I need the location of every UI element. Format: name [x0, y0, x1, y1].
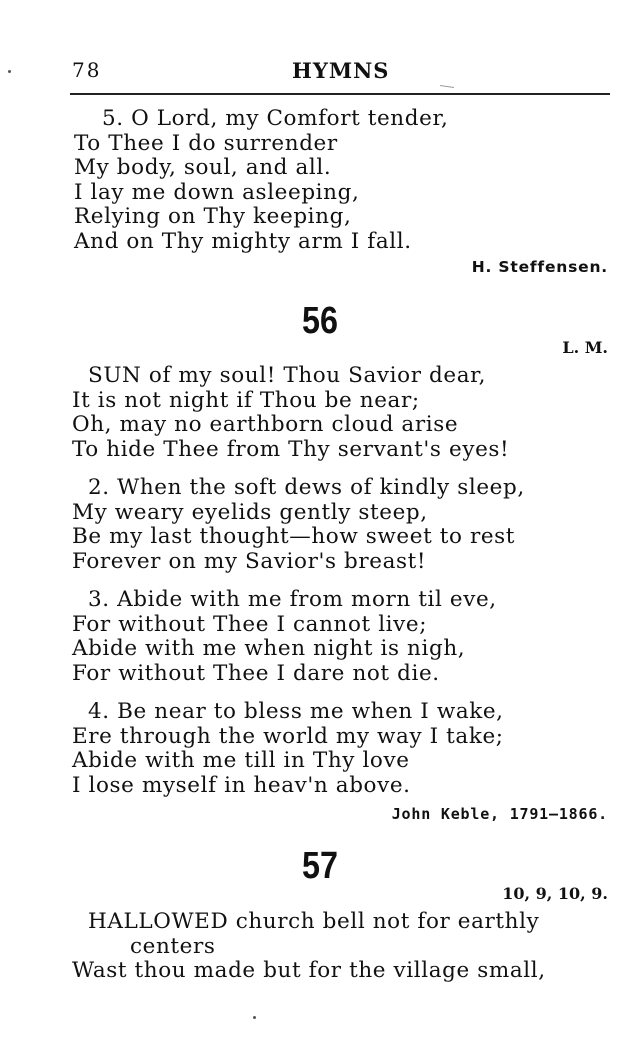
hymn-56-number: 56	[302, 300, 338, 342]
verse-line: Oh, may no earthborn cloud arise	[72, 412, 459, 438]
verse-line: Abide with me till in Thy love	[72, 748, 410, 774]
verse-line: 2. When the soft dews of kindly sleep,	[88, 475, 525, 500]
speck	[253, 1016, 256, 1019]
hymn-56-stanza-3	[72, 587, 497, 686]
verse-line: centers	[130, 933, 216, 959]
verse-line: To hide Thee from Thy servant's eyes!	[72, 436, 510, 462]
verse-line: 3. Abide with me from morn til eve,	[88, 587, 497, 612]
verse-line: My body, soul, and all.	[74, 155, 332, 181]
hymn-57-meter: 10, 9, 10, 9.	[502, 884, 608, 903]
verse-line: SUN of my soul! Thou Savior dear,	[88, 363, 487, 388]
verse-line: For without Thee I cannot live;	[72, 611, 428, 637]
verse-line: Abide with me when night is nigh,	[72, 636, 466, 662]
verse-line: 5. O Lord, my Comfort tender,	[102, 106, 449, 131]
verse-line: HALLOWED church bell not for earthly	[88, 909, 540, 934]
speck	[440, 85, 454, 88]
hymn-57-stanza-1	[72, 909, 546, 984]
verse-line: And on Thy mighty arm I fall.	[74, 228, 412, 254]
hymn-55-stanza-5	[74, 106, 449, 255]
running-title: HYMNS	[292, 58, 390, 83]
header-rule	[70, 93, 610, 95]
hymn-55-author: H. Steffensen.	[471, 258, 608, 276]
hymn-56-stanza-2	[72, 475, 525, 574]
hymn-56-meter: L. M.	[562, 338, 608, 357]
verse-line: I lose myself in heav'n above.	[72, 772, 411, 798]
verse-line: Forever on my Savior's breast!	[72, 548, 427, 574]
page-number: 78	[72, 58, 102, 82]
verse-line: It is not night if Thou be near;	[72, 387, 420, 413]
verse-line: Be my last thought—how sweet to rest	[72, 524, 516, 550]
verse-line: I lay me down asleeping,	[74, 179, 360, 205]
hymn-56-author: John Keble, 1791—1866.	[391, 805, 608, 823]
verse-line: My weary eyelids gently steep,	[72, 499, 428, 525]
verse-line: For without Thee I dare not die.	[72, 660, 440, 686]
hymn-57-number: 57	[302, 845, 338, 887]
verse-line: To Thee I do surrender	[74, 130, 338, 156]
speck	[8, 70, 11, 73]
verse-line: Wast thou made but for the village small,	[72, 958, 546, 984]
verse-line: 4. Be near to bless me when I wake,	[88, 699, 504, 724]
verse-line: Relying on Thy keeping,	[74, 204, 352, 230]
hymn-56-stanza-1	[72, 363, 510, 462]
hymn-56-stanza-4	[72, 699, 504, 798]
verse-line: Ere through the world my way I take;	[72, 723, 504, 749]
